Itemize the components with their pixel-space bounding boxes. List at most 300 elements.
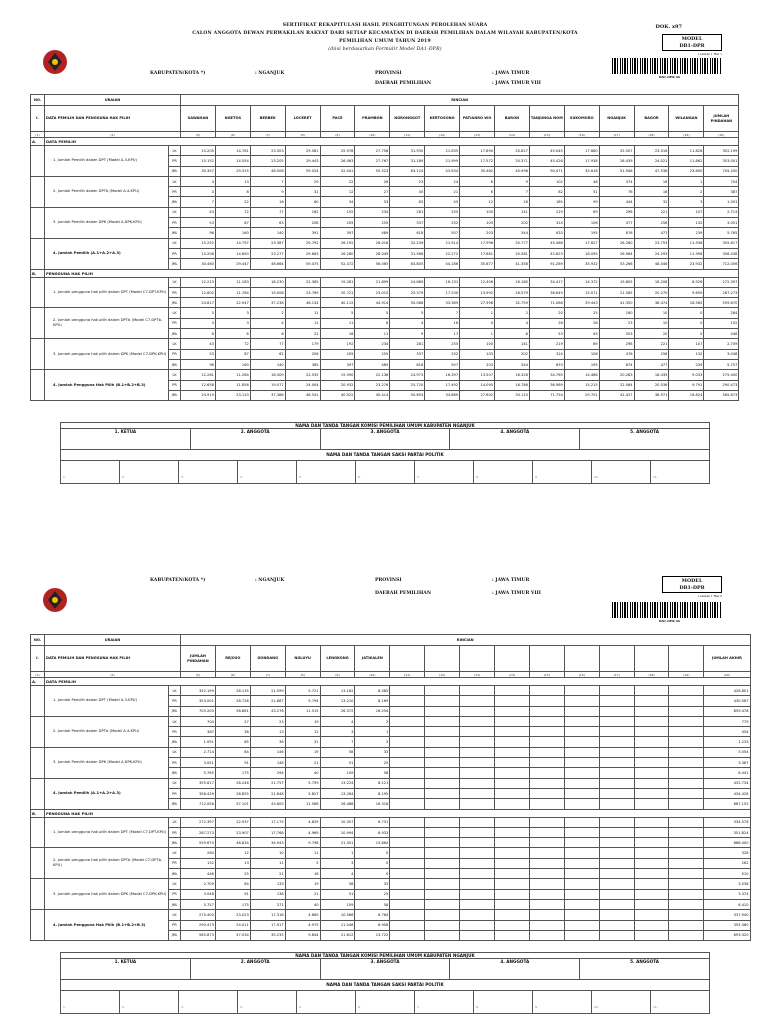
signature-anggota-2[interactable]: 2. ANGGOTA <box>191 959 321 979</box>
value-cell: 58 <box>320 747 355 757</box>
value-cell: 51 <box>320 758 355 768</box>
value-cell <box>669 848 704 858</box>
row-number-cell <box>31 277 45 308</box>
value-cell: 175 <box>215 768 250 778</box>
value-cell: 618 <box>390 359 425 369</box>
value-cell: 0 <box>355 869 390 879</box>
gender-label: JML <box>169 869 181 879</box>
row-number-cell <box>31 308 45 339</box>
value-cell: 59.024 <box>285 166 320 176</box>
gender-label: JML <box>169 930 181 940</box>
saksi-signature-slot[interactable]: 6. <box>356 461 415 483</box>
value-cell: 45.426 <box>529 156 564 166</box>
value-cell: 477 <box>634 228 669 238</box>
value-cell: 13 <box>215 176 250 186</box>
saksi-signature-slot[interactable]: 3. <box>179 461 238 483</box>
saksi-signature-slot[interactable]: 7. <box>415 461 474 483</box>
section-label: DATA PEMILIH <box>45 138 739 146</box>
value-cell: 32 <box>634 197 669 207</box>
saksi-signature-slot[interactable]: 9. <box>533 461 592 483</box>
value-cell: 0 <box>355 848 390 858</box>
value-cell: 17.890 <box>460 146 495 156</box>
value-cell <box>390 869 425 879</box>
value-cell: 141 <box>495 339 530 349</box>
value-cell: 13 <box>215 858 250 868</box>
value-cell: 9.659 <box>669 287 704 297</box>
row-number-cell <box>31 817 45 848</box>
value-cell <box>529 920 564 930</box>
table-row <box>31 910 751 920</box>
value-cell: 21.351 <box>320 838 355 848</box>
value-cell: 3.051 <box>181 758 216 768</box>
value-cell <box>564 930 599 940</box>
gender-label: PR <box>169 156 181 166</box>
value-cell: 90.471 <box>529 166 564 176</box>
dapil-value: : JAWA TIMUR VIII <box>492 591 541 596</box>
value-cell: 47.034 <box>215 930 250 940</box>
column-index: (20) <box>704 672 750 678</box>
district-column-header: WILANGAN <box>669 106 704 132</box>
value-cell: 20.932 <box>320 380 355 390</box>
section-roman: I. <box>31 646 45 672</box>
value-cell: 12.602 <box>181 287 216 297</box>
value-cell: 12.658 <box>181 380 216 390</box>
value-cell <box>564 768 599 778</box>
value-cell: 12.213 <box>181 277 216 287</box>
value-cell <box>390 727 425 737</box>
signature-anggota-2[interactable]: 2. ANGGOTA <box>191 429 321 449</box>
value-cell <box>634 778 669 788</box>
value-cell: 45.823 <box>529 248 564 258</box>
column-index: (8) <box>285 672 320 678</box>
value-cell: 34.417 <box>529 277 564 287</box>
value-cell: 63.124 <box>390 166 425 176</box>
district-column-header <box>425 646 460 672</box>
value-cell: 15.205 <box>181 146 216 156</box>
value-cell: 4.869 <box>285 910 320 920</box>
value-cell: 23.932 <box>669 259 704 269</box>
value-cell: 107 <box>669 207 704 217</box>
district-column-header <box>529 646 564 672</box>
signature-anggota-4[interactable]: 4. ANGGOTA <box>450 429 580 449</box>
value-cell: 4 <box>390 318 425 328</box>
value-cell: 633 <box>529 359 564 369</box>
value-cell: 1.091 <box>704 197 739 207</box>
value-cell <box>529 706 564 716</box>
saksi-signature-slot[interactable]: 7. <box>415 991 474 1013</box>
dapil-value: : JAWA TIMUR VIII <box>492 81 541 86</box>
value-cell: 3.387 <box>704 758 750 768</box>
value-cell <box>495 768 530 778</box>
model-code: DB1-DPR <box>679 43 705 49</box>
value-cell: 36.649 <box>529 287 564 297</box>
value-cell: 489 <box>355 228 390 238</box>
saksi-signature-slot[interactable]: 11. <box>653 1005 658 1009</box>
value-cell: 9.844 <box>285 930 320 940</box>
value-cell <box>390 848 425 858</box>
value-cell: 25 <box>215 869 250 879</box>
value-cell <box>529 716 564 726</box>
value-cell: 25 <box>355 758 390 768</box>
value-cell: 7 <box>425 308 460 318</box>
value-cell: 294 <box>250 768 285 778</box>
value-cell <box>564 899 599 909</box>
value-cell: 180 <box>599 308 634 318</box>
value-cell: 221 <box>634 339 669 349</box>
value-cell <box>599 848 634 858</box>
model-label: MODEL <box>681 578 703 584</box>
value-cell <box>495 727 530 737</box>
row-number-cell <box>31 238 45 269</box>
value-cell: 21 <box>285 889 320 899</box>
value-cell: 16.254 <box>355 706 390 716</box>
value-cell: 63 <box>390 197 425 207</box>
value-cell <box>529 879 564 889</box>
signature-ketua[interactable]: 1. KETUA <box>61 959 191 979</box>
value-cell: 9 <box>495 176 530 186</box>
value-cell: 13.722 <box>355 930 390 940</box>
value-cell: 489 <box>355 359 390 369</box>
value-cell: 51 <box>564 187 599 197</box>
barcode-icon <box>612 602 722 618</box>
row-description: 3. Jumlah pengguna hak pilih dalam DPK (Model C7.DPK-KPU) <box>45 879 169 910</box>
value-cell <box>634 716 669 726</box>
value-cell: 29.792 <box>285 238 320 248</box>
value-cell: 17.680 <box>564 146 599 156</box>
value-cell <box>669 788 704 798</box>
value-cell: 48.046 <box>634 259 669 269</box>
value-cell: 17.318 <box>250 910 285 920</box>
value-cell: 103 <box>460 349 495 359</box>
saksi-signature-slot[interactable]: 8. <box>474 991 533 1013</box>
value-cell <box>669 858 704 868</box>
value-cell: 6.731 <box>355 817 390 827</box>
value-cell: 50.693 <box>390 390 425 400</box>
saksi-signature-slot[interactable]: 2. <box>120 991 179 1013</box>
form-subtitle: (diisi berdasarkan Formulir Model DA1-DPR) <box>328 47 442 52</box>
value-cell: 355.617 <box>181 778 216 788</box>
value-cell: 3 <box>320 858 355 868</box>
value-cell: 140 <box>250 359 285 369</box>
value-cell <box>669 910 704 920</box>
value-cell: 287.273 <box>181 827 216 837</box>
value-cell <box>669 817 704 827</box>
district-column-header: BAGOR <box>634 106 669 132</box>
saksi-signature-slot[interactable]: 9. <box>533 991 592 1013</box>
value-cell: 2.714 <box>181 747 216 757</box>
value-cell <box>529 727 564 737</box>
value-cell <box>425 899 460 909</box>
gender-label: JML <box>169 329 181 339</box>
value-cell <box>634 727 669 737</box>
value-cell <box>425 817 460 827</box>
value-cell <box>529 788 564 798</box>
value-cell: 428.801 <box>704 686 750 696</box>
value-cell <box>599 778 634 788</box>
value-cell <box>425 768 460 778</box>
value-cell: 13.264 <box>320 788 355 798</box>
value-cell: 26 <box>529 318 564 328</box>
value-cell: 4.969 <box>285 827 320 837</box>
value-cell: 96 <box>181 228 216 238</box>
value-cell: 202 <box>495 218 530 228</box>
value-cell: 52.472 <box>320 259 355 269</box>
value-cell <box>564 778 599 788</box>
value-cell: 53 <box>181 349 216 359</box>
value-cell: 58 <box>355 768 390 778</box>
value-cell <box>390 758 425 768</box>
value-cell: 21.635 <box>425 146 460 156</box>
value-cell: 9 <box>250 187 285 197</box>
value-cell <box>634 858 669 868</box>
value-cell <box>669 716 704 726</box>
value-cell: 27 <box>215 716 250 726</box>
value-cell: 43 <box>181 207 216 217</box>
gender-label: JML <box>169 228 181 238</box>
value-cell: 3.036 <box>704 879 750 889</box>
value-cell: 29.683 <box>285 248 320 258</box>
model-box <box>662 34 722 51</box>
saksi-signature-slot[interactable]: 4. <box>238 461 297 483</box>
model-code: DB1-DPR <box>679 585 705 591</box>
value-cell: 44.186 <box>425 259 460 269</box>
value-cell: 33.365 <box>425 298 460 308</box>
value-cell: 23.277 <box>250 248 285 258</box>
value-cell: 275.400 <box>704 370 739 380</box>
column-index: (17) <box>599 672 634 678</box>
row-number-cell <box>31 910 45 941</box>
value-cell: 11 <box>285 308 320 318</box>
value-cell: 18.309 <box>250 370 285 380</box>
value-cell <box>460 848 495 858</box>
value-cell: 31.189 <box>390 156 425 166</box>
gender-label: JML <box>169 298 181 308</box>
value-cell: 13.664 <box>355 838 390 848</box>
value-cell: 0 <box>355 858 390 868</box>
value-cell <box>669 706 704 716</box>
value-cell: 71.754 <box>529 390 564 400</box>
value-cell: 38 <box>215 727 250 737</box>
recap-table-page-2 <box>30 634 751 941</box>
lembar-label: Lembar 1 Hal 1 <box>698 52 722 56</box>
value-cell: 14.797 <box>215 238 250 248</box>
kpu-signature-title: NAMA DAN TANDA TANGAN KOMISI PEMILIHAN UMUM KABUPATEN NGANJUK <box>60 952 710 958</box>
value-cell: 7 <box>181 197 216 207</box>
signature-anggota-3[interactable]: 3. ANGGOTA <box>321 959 451 979</box>
section-code: B. <box>31 809 45 817</box>
value-cell: 26.439 <box>599 156 634 166</box>
value-cell <box>529 848 564 858</box>
value-cell: 30.460 <box>181 259 216 269</box>
signature-anggota-5[interactable]: 5. ANGGOTA <box>630 959 660 964</box>
district-column-header <box>495 646 530 672</box>
value-cell <box>564 706 599 716</box>
value-cell: 17.917 <box>250 920 285 930</box>
value-cell: 22 <box>320 176 355 186</box>
row-number-cell <box>31 747 45 778</box>
value-cell: 34 <box>320 197 355 207</box>
value-cell: 16 <box>634 176 669 186</box>
value-cell: 22.937 <box>215 817 250 827</box>
signature-ketua[interactable]: 1. KETUA <box>61 429 191 449</box>
saksi-signature-slot[interactable]: 5. <box>297 461 356 483</box>
table-row <box>31 686 751 696</box>
gender-label: PR <box>169 318 181 328</box>
row-description: 2. Jumlah pengguna hak pilih dalam DPTb (Model C7.DPTb-KPU) <box>45 848 169 879</box>
value-cell <box>634 706 669 716</box>
value-cell: 239 <box>669 228 704 238</box>
value-cell: 26.280 <box>599 238 634 248</box>
value-cell: 6 <box>355 318 390 328</box>
value-cell: 9.791 <box>669 380 704 390</box>
row-number-cell <box>31 370 45 401</box>
value-cell: 704 <box>704 176 739 186</box>
saksi-signature-slot[interactable]: 8. <box>474 461 533 483</box>
value-cell <box>390 920 425 930</box>
value-cell: 7 <box>320 737 355 747</box>
district-column-header: PACE <box>320 106 355 132</box>
row-description: 2. Jumlah Pemilih dalam DPTb (Model A.4-KPU) <box>45 716 169 747</box>
district-column-header: REJOSO <box>215 646 250 672</box>
value-cell: 37.386 <box>250 390 285 400</box>
value-cell: 22.947 <box>215 298 250 308</box>
value-cell: 141 <box>495 207 530 217</box>
section-label: PENGGUNA HAK PILIH <box>45 269 739 277</box>
signature-anggota-4[interactable]: 4. ANGGOTA <box>450 959 580 979</box>
value-cell: 16 <box>634 187 669 197</box>
value-cell <box>669 686 704 696</box>
value-cell: 11.936 <box>669 238 704 248</box>
value-cell: 8 <box>181 329 216 339</box>
value-cell: 290.473 <box>704 380 739 390</box>
column-index: (17) <box>599 132 634 138</box>
value-cell: 28.246 <box>215 778 250 788</box>
value-cell: 2 <box>669 187 704 197</box>
saksi-signature-slot[interactable]: 10. <box>592 461 651 483</box>
value-cell: 59.475 <box>285 259 320 269</box>
signature-anggota-5[interactable]: 5. ANGGOTA <box>630 429 660 434</box>
kpu-signature-row <box>60 958 710 980</box>
saksi-signature-slot[interactable]: 2. <box>120 461 179 483</box>
saksi-signature-slot[interactable]: 5. <box>297 991 356 1013</box>
value-cell: 37.238 <box>250 298 285 308</box>
value-cell <box>634 799 669 809</box>
value-cell: 18.435 <box>634 370 669 380</box>
column-index: (13) <box>460 132 495 138</box>
saksi-signature-slot[interactable]: 1. <box>61 461 120 483</box>
value-cell: 208 <box>285 218 320 228</box>
value-cell: 32.239 <box>390 238 425 248</box>
value-cell: 271 <box>250 899 285 909</box>
value-cell <box>599 737 634 747</box>
saksi-signature-slot[interactable]: 6. <box>356 991 415 1013</box>
row-number-cell <box>31 778 45 809</box>
col-rincian-header: RINCIAN <box>181 635 751 646</box>
value-cell <box>425 788 460 798</box>
column-index: (16) <box>564 132 599 138</box>
value-cell <box>460 727 495 737</box>
value-cell: 2 <box>355 716 390 726</box>
value-cell: 132 <box>669 349 704 359</box>
column-index: (7) <box>250 672 285 678</box>
value-cell: 18.208 <box>634 277 669 287</box>
table-row <box>31 238 739 248</box>
column-index: (14) <box>495 672 530 678</box>
gender-label: LK <box>169 277 181 287</box>
value-cell <box>495 848 530 858</box>
value-cell: 29.443 <box>564 298 599 308</box>
value-cell: 507 <box>425 359 460 369</box>
value-cell: 334.576 <box>704 817 750 827</box>
column-index: (9) <box>320 132 355 138</box>
district-column-header: PATIANRO WO <box>460 106 495 132</box>
value-cell: 353.001 <box>181 696 216 706</box>
table-row <box>31 879 751 889</box>
value-cell: 252 <box>425 349 460 359</box>
value-cell: 11.264 <box>215 370 250 380</box>
value-cell <box>564 879 599 889</box>
district-column-header: NGETOS <box>215 106 250 132</box>
value-cell: 18.095 <box>564 248 599 258</box>
value-cell: 45 <box>425 197 460 207</box>
section-code: B. <box>31 269 45 277</box>
district-column-header: NGANJUK <box>599 106 634 132</box>
value-cell <box>669 827 704 837</box>
value-cell: 26.192 <box>320 238 355 248</box>
value-cell <box>599 706 634 716</box>
signature-block-page-2 <box>60 952 710 1014</box>
saksi-signature-slot[interactable]: 3. <box>179 991 238 1013</box>
saksi-signature-slot[interactable]: 11. <box>653 475 658 479</box>
gender-label: LK <box>169 747 181 757</box>
gender-label: JML <box>169 799 181 809</box>
value-cell: 5.765 <box>181 768 216 778</box>
value-cell: 0 <box>669 318 704 328</box>
value-cell: 22.535 <box>285 370 320 380</box>
value-cell: 4 <box>495 318 530 328</box>
value-cell: 25 <box>355 889 390 899</box>
value-cell: 565.873 <box>181 930 216 940</box>
value-cell <box>460 716 495 726</box>
value-cell <box>425 727 460 737</box>
gender-label: JML <box>169 390 181 400</box>
value-cell <box>495 686 530 696</box>
value-cell: 35.922 <box>564 259 599 269</box>
value-cell: 4.975 <box>285 920 320 930</box>
saksi-signature-slot[interactable]: 4. <box>238 991 297 1013</box>
value-cell <box>599 799 634 809</box>
column-index: (8) <box>285 132 320 138</box>
col-no-header: NO. <box>31 635 45 646</box>
column-index: (16) <box>564 672 599 678</box>
value-cell: 397 <box>320 228 355 238</box>
value-cell <box>495 930 530 940</box>
saksi-signature-slot[interactable]: 10. <box>592 991 651 1013</box>
value-cell: 328 <box>704 848 750 858</box>
recap-table-page-1 <box>30 94 739 401</box>
value-cell: 23.015 <box>355 287 390 297</box>
value-cell: 16 <box>320 329 355 339</box>
value-cell: 26 <box>355 176 390 186</box>
signature-anggota-3[interactable]: 3. ANGGOTA <box>321 429 451 449</box>
value-cell: 25.720 <box>390 380 425 390</box>
value-cell: 18.230 <box>250 277 285 287</box>
value-cell <box>460 869 495 879</box>
value-cell: 3.048 <box>704 349 739 359</box>
value-cell: 11 <box>355 329 390 339</box>
saksi-signature-slot[interactable]: 1. <box>61 991 120 1013</box>
value-cell: 12 <box>320 187 355 197</box>
